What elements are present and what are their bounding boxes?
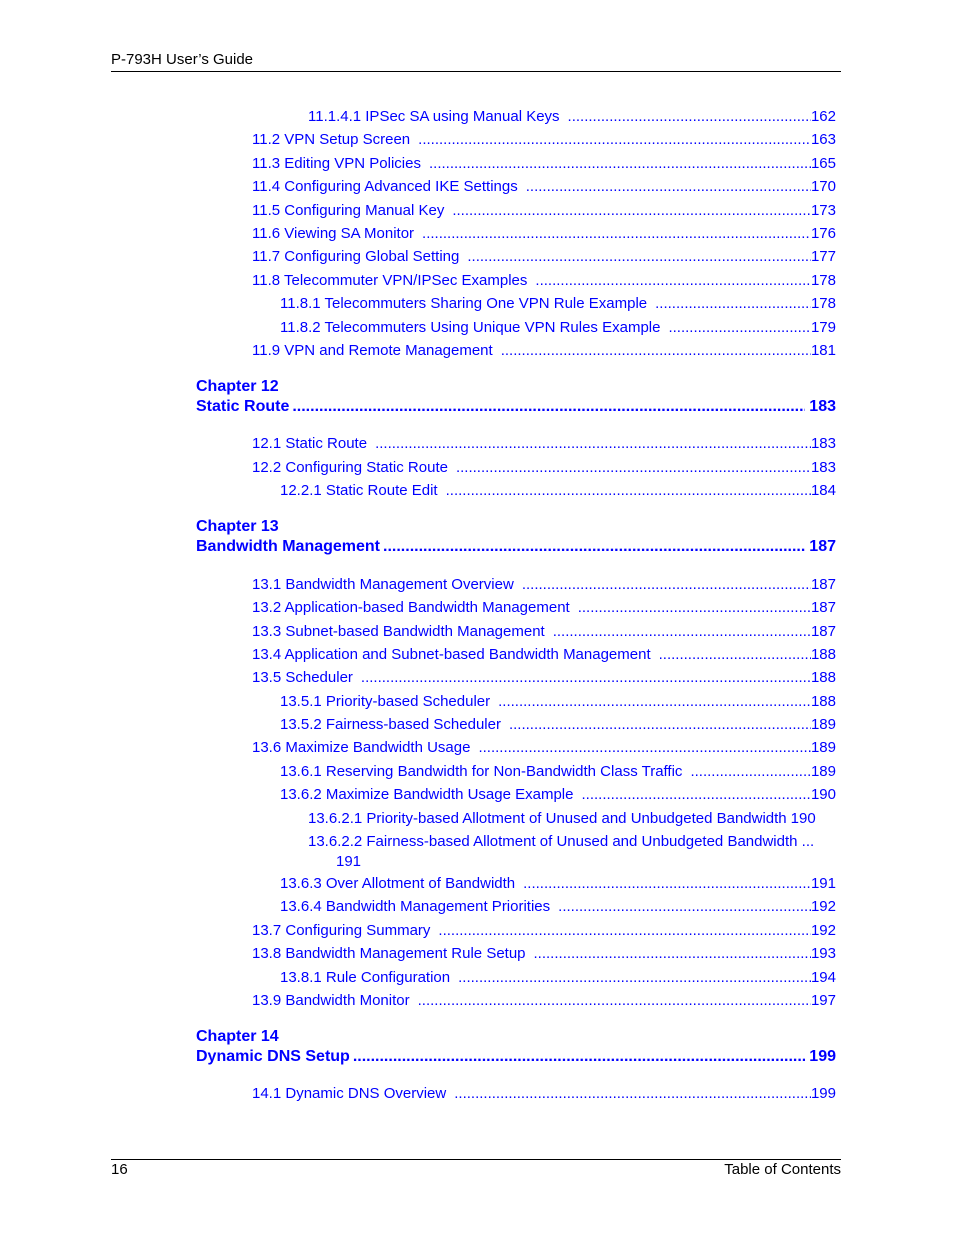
toc-entry-label: 11.8.2 Telecommuters Using Unique VPN Rules Example [280,319,661,336]
leader-dots [522,575,811,595]
leader-dots [458,968,811,988]
toc-entry-label: 13.6.2 Maximize Bandwidth Usage Example [280,786,574,803]
toc-entry-13-6[interactable] [252,738,836,758]
toc-entry-page: 187 [810,623,836,640]
leader-dots [383,537,805,557]
page-header-title: P-793H User’s Guide [111,51,254,68]
footer-section-title: Table of Contents [724,1161,841,1178]
toc-entry-page: 163 [810,131,836,148]
toc-entry-page: 162 [810,108,836,125]
leader-dots [353,1047,805,1067]
toc-entry-label: 12.2 Configuring Static Route [252,459,448,476]
toc-entry-12-1[interactable] [252,434,836,454]
toc-entry-page: 189 [810,739,836,756]
leader-dots [438,921,811,941]
toc-entry-label: 13.6.4 Bandwidth Management Priorities [280,898,551,915]
chapter-14-label: Chapter 14 [196,1028,279,1045]
toc-entry-11-7[interactable] [252,247,836,267]
toc-entry-label: 11.7 Configuring Global Setting [252,248,460,265]
toc-entry-label: 13.8.1 Rule Configuration [280,969,451,986]
toc-entry-11-3[interactable] [252,154,836,174]
toc-entry-label: 13.7 Configuring Summary [252,922,431,939]
toc-entry-11-8-2[interactable] [280,318,836,338]
leader-dots [558,897,811,917]
toc-entry-label: 14.1 Dynamic DNS Overview [252,1085,447,1102]
leader-dots [375,434,811,454]
leader-dots [446,481,811,501]
toc-entry-13-1[interactable] [252,575,836,595]
chapter-13-label: Chapter 13 [196,518,279,535]
toc-entry-page: 197 [810,992,836,1009]
toc-entry-page: 177 [810,248,836,265]
chapter-12-label: Chapter 12 [196,378,279,395]
toc-entry-page: 190 [790,810,816,827]
leader-dots [429,154,811,174]
toc-entry-label: 13.5 Scheduler [252,669,353,686]
toc-entry-page: 183 [810,459,836,476]
toc-entry-11-1-4-1[interactable] [308,107,836,127]
toc-entry-label: 13.6.1 Reserving Bandwidth for Non-Bandwidth Class Traffic [280,763,683,780]
toc-chapter-page: 183 [809,398,836,415]
toc-entry-13-2[interactable] [252,598,836,618]
toc-entry-14-1[interactable] [252,1084,836,1104]
toc-entry-label: 11.8.1 Telecommuters Sharing One VPN Rule Example [280,295,648,312]
leader-dots [690,762,811,782]
toc-chapter-title-label: Static Route [196,398,290,415]
toc-entry-page: 179 [810,319,836,336]
toc-chapter-page: 199 [809,1048,836,1065]
toc-entry-page: 188 [810,646,836,663]
toc-chapter-title-label: Bandwidth Management [196,538,381,555]
toc-entry-11-2[interactable] [252,130,836,150]
toc-entry-label: 13.2 Application-based Bandwidth Management [252,599,570,616]
toc-entry-13-5-1[interactable] [280,692,836,712]
toc-entry-13-6-2[interactable] [280,785,836,805]
toc-entry-page: 188 [810,693,836,710]
chapter-14-title[interactable] [196,1047,836,1067]
leader-dots [478,738,811,758]
toc-entry-13-5[interactable] [252,668,836,688]
leader-dots [452,201,811,221]
toc-entry-13-8[interactable] [252,944,836,964]
leader-dots [292,397,805,417]
leader-dots [578,598,811,618]
chapter-13-title[interactable] [196,537,836,557]
toc-entry-13-5-2[interactable] [280,715,836,735]
toc-entry-label: 11.1.4.1 IPSec SA using Manual Keys [308,108,560,125]
toc-entry-12-2[interactable] [252,458,836,478]
leader-dots [581,785,810,805]
toc-entry-page: 193 [810,945,836,962]
toc-entry-page: 176 [810,225,836,242]
toc-entry-label: 13.6.3 Over Allotment of Bandwidth [280,875,516,892]
leader-dots [655,294,811,314]
toc-entry-label: 11.4 Configuring Advanced IKE Settings [252,178,518,195]
toc-entry-label: 11.8 Telecommuter VPN/IPSec Examples [252,272,528,289]
leader-dots [501,341,811,361]
toc-entry-label: 11.9 VPN and Remote Management [252,342,493,359]
toc-entry-page: 178 [810,272,836,289]
toc-entry-label: 11.6 Viewing SA Monitor [252,225,415,242]
leader-dots [498,692,811,712]
toc-entry-page: 191 [810,875,836,892]
leader-dots [568,107,811,127]
leader-dots [467,247,811,267]
toc-entry-13-6-4[interactable] [280,897,836,917]
toc-entry-label: 13.6 Maximize Bandwidth Usage [252,739,471,756]
toc-entry-13-6-1[interactable] [280,762,836,782]
toc-entry-13-7[interactable] [252,921,836,941]
leader-dots [526,177,811,197]
toc-chapter-title-label: Dynamic DNS Setup [196,1048,350,1065]
toc-entry-label: 13.8 Bandwidth Management Rule Setup [252,945,526,962]
leader-dots [553,622,811,642]
toc-entry-label: 13.9 Bandwidth Monitor [252,992,410,1009]
toc-entry-13-3[interactable] [252,622,836,642]
toc-entry-page: 187 [810,599,836,616]
toc-entry-page: 178 [810,295,836,312]
toc-entry-11-9[interactable] [252,341,836,361]
toc-entry-11-4[interactable] [252,177,836,197]
toc-entry-11-8[interactable] [252,271,836,291]
toc-entry-page: 165 [810,155,836,172]
toc-entry-page: 189 [810,716,836,733]
toc-entry-label: 13.5.2 Fairness-based Scheduler [280,716,501,733]
toc-entry-page: 188 [810,669,836,686]
toc-entry-label: 13.3 Subnet-based Bandwidth Management [252,623,545,640]
toc-entry-page: 190 [810,786,836,803]
toc-entry-11-6[interactable] [252,224,836,244]
toc-entry-12-2-1[interactable] [280,481,836,501]
toc-entry-label: 13.1 Bandwidth Management Overview [252,576,514,593]
toc-entry-label: 12.1 Static Route [252,435,368,452]
toc-entry-label: 13.6.2.2 Fairness-based Allotment of Unused and Unbudgeted Bandwidth ... [308,833,815,850]
toc-chapter-page: 187 [809,538,836,555]
toc-entry-page: 187 [810,576,836,593]
toc-entry-page: 192 [810,898,836,915]
leader-dots [523,874,811,894]
toc-entry-page: 194 [810,969,836,986]
toc-entry-page: 199 [810,1085,836,1102]
toc-entry-13-8-1[interactable] [280,968,836,988]
toc-entry-label: 11.3 Editing VPN Policies [252,155,421,172]
toc-entry-page: 191 [336,853,362,870]
leader-dots [361,668,811,688]
leader-dots [509,715,811,735]
leader-dots [418,991,811,1011]
leader-dots [535,271,811,291]
toc-entry-11-5[interactable] [252,201,836,221]
leader-dots [456,458,811,478]
footer-rule [111,1159,841,1160]
toc-entry-label: 13.6.2.1 Priority-based Allotment of Unused and Unbudgeted Bandwidth [308,810,787,827]
toc-entry-13-4[interactable] [252,645,836,665]
toc-entry-page: 181 [810,342,836,359]
leader-dots [668,318,811,338]
toc-entry-13-6-2-1[interactable] [308,809,836,829]
toc-entry-page: 189 [810,763,836,780]
toc-entry-13-9[interactable] [252,991,836,1011]
leader-dots [418,130,811,150]
toc-entry-label: 13.5.1 Priority-based Scheduler [280,693,491,710]
toc-entry-label: 13.4 Application and Subnet-based Bandwidth Management [252,646,651,663]
leader-dots [534,944,811,964]
toc-entry-label: 12.2.1 Static Route Edit [280,482,438,499]
chapter-12-title[interactable] [196,397,836,417]
toc-entry-page: 170 [810,178,836,195]
toc-entry-label: 11.2 VPN Setup Screen [252,131,411,148]
toc-entry-page: 173 [810,202,836,219]
toc-entry-page: 192 [810,922,836,939]
leader-dots [454,1084,811,1104]
leader-dots [659,645,811,665]
toc-entry-11-8-1[interactable] [280,294,836,314]
leader-dots [422,224,811,244]
toc-entry-page: 184 [810,482,836,499]
toc-entry-page: 183 [810,435,836,452]
toc-entry-label: 11.5 Configuring Manual Key [252,202,445,219]
footer-page-number: 16 [111,1161,128,1178]
toc-entry-13-6-2-2[interactable] [308,832,836,872]
toc-entry-13-6-3[interactable] [280,874,836,894]
